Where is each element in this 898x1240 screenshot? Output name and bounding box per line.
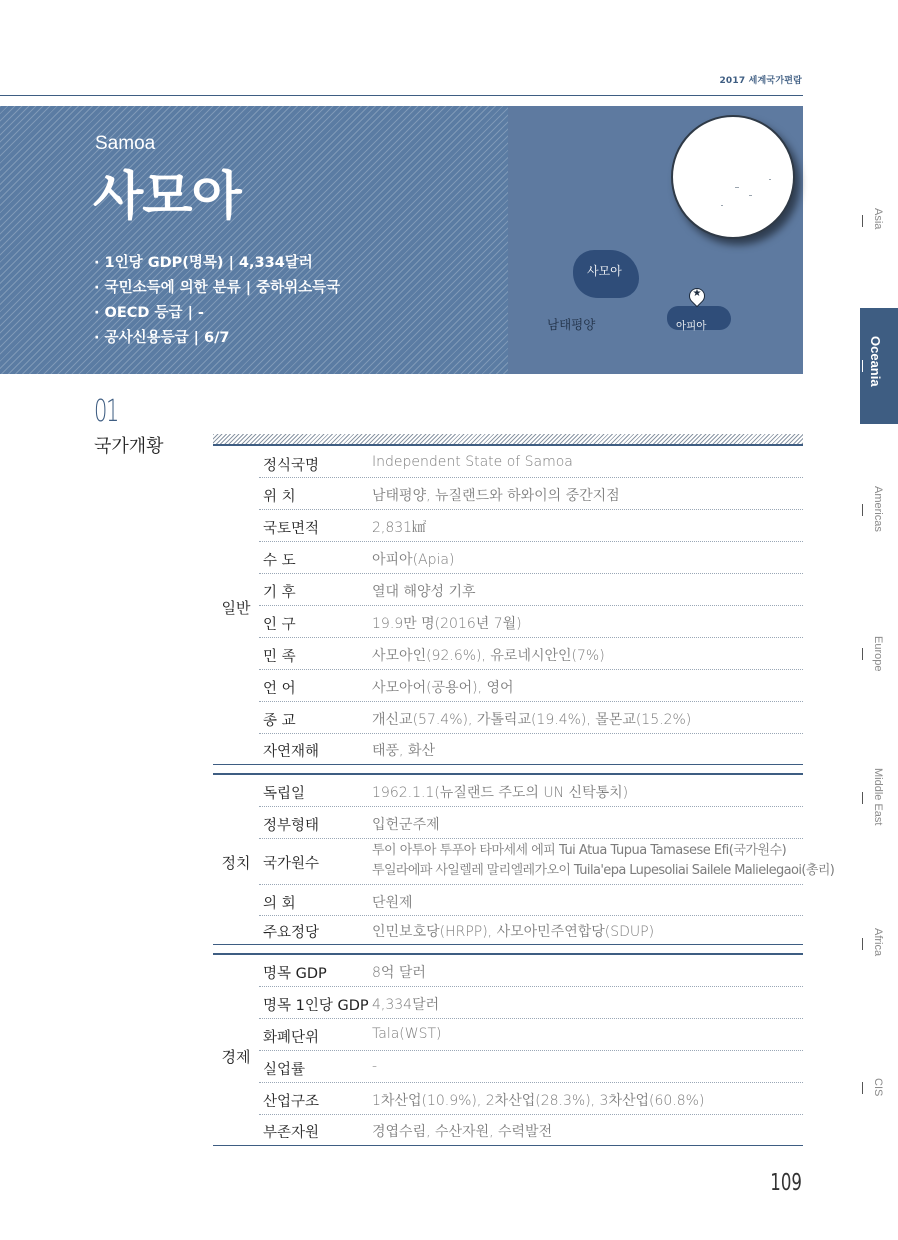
- fact-oecd-grade: · OECD 등급 | -: [94, 305, 204, 321]
- table-row: [259, 1115, 803, 1146]
- row-value: 입헌군주제: [372, 817, 440, 833]
- row-key: 실업률: [263, 1062, 306, 1078]
- table-row: [259, 702, 803, 734]
- row-value: Tala(WST): [372, 1026, 442, 1042]
- row-key: 위 치: [263, 489, 296, 505]
- table-row: [259, 606, 803, 638]
- row-value: 2,831㎢: [372, 520, 427, 536]
- row-key: 독립일: [263, 786, 306, 802]
- page-number: 109: [770, 1170, 802, 1196]
- row-value: 남태평양, 뉴질랜드와 하와이의 중간지점: [372, 488, 620, 504]
- row-key: 기 후: [263, 585, 296, 601]
- tab-europe[interactable]: Europe: [860, 628, 898, 678]
- table-row: [259, 775, 803, 807]
- row-value: 인민보호당(HRPP), 사모아민주연합당(SDUP): [372, 924, 655, 940]
- row-key: 정부형태: [263, 818, 320, 834]
- row-value: 아피아(Apia): [372, 552, 455, 568]
- row-value: 사모아인(92.6%), 유로네시안인(7%): [372, 648, 605, 664]
- row-key: 부존자원: [263, 1125, 320, 1141]
- table-row: [259, 955, 803, 987]
- row-value: 열대 해양성 기후: [372, 584, 476, 600]
- tab-asia[interactable]: Asia: [860, 200, 898, 240]
- row-value: Independent State of Samoa: [372, 454, 573, 470]
- key-facts: [94, 252, 340, 352]
- row-key: 명목 1인당 GDP: [263, 998, 369, 1014]
- tab-cis[interactable]: CIS: [860, 1072, 898, 1102]
- country-name-ko: 사모아: [93, 167, 241, 227]
- row-value: -: [372, 1058, 378, 1074]
- table-row: [259, 574, 803, 606]
- row-key: 자연재해: [263, 744, 320, 760]
- table-row: [259, 1083, 803, 1115]
- table-row: [259, 807, 803, 839]
- row-key: 주요정당: [263, 925, 320, 941]
- tab-middle-east[interactable]: Middle East: [860, 762, 898, 838]
- row-value: 단원제: [372, 895, 413, 911]
- tab-americas[interactable]: Americas: [860, 480, 898, 540]
- table-group-general: [213, 444, 803, 765]
- row-key: 인 구: [263, 617, 296, 633]
- row-value: 경엽수림, 수산자원, 수력발전: [372, 1124, 553, 1140]
- row-key: 국토면적: [263, 521, 320, 537]
- fact-income-class: · 국민소득에 의한 분류 | 중하위소득국: [94, 280, 341, 296]
- row-key: 정식국명: [263, 458, 320, 474]
- row-value: 19.9만 명(2016년 7월): [372, 616, 522, 632]
- row-value: 투일라에파 사일렐레 말리엘레가오이 Tuila'epa Lupesoliai Sailele Malielegaoi(총리): [372, 863, 835, 878]
- table-row: [259, 734, 803, 765]
- table-row: [259, 638, 803, 670]
- table-row: [259, 1051, 803, 1083]
- row-key: 화폐단위: [263, 1030, 320, 1046]
- row-value: 1962.1.1(뉴질랜드 주도의 UN 신탁통치): [372, 785, 629, 801]
- group-label: 정치: [221, 854, 251, 872]
- group-label: 경제: [221, 1048, 251, 1066]
- row-key: 명목 GDP: [263, 966, 327, 982]
- country-name-en: Samoa: [95, 133, 156, 154]
- table-row: [259, 885, 803, 916]
- table-row: [259, 510, 803, 542]
- running-head: 2017 세계국가편람: [719, 76, 802, 86]
- table-row: [259, 1019, 803, 1051]
- table-row: [259, 542, 803, 574]
- table-group-politics: [213, 773, 835, 945]
- row-value: 개신교(57.4%), 가톨릭교(19.4%), 몰몬교(15.2%): [372, 712, 692, 728]
- fact-gdp-per-capita: · 1인당 GDP(명목) | 4,334달러: [94, 255, 313, 271]
- row-key: 국가원수: [263, 856, 320, 872]
- fact-credit-grade: · 공사신용등급 | 6/7: [94, 330, 230, 346]
- map-label-apia: 아피아: [676, 320, 707, 332]
- section-number: 01: [94, 394, 118, 429]
- section-title: 국가개황: [94, 436, 164, 457]
- table-group-economy: [213, 953, 803, 1146]
- map-label-samoa: 사모아: [587, 264, 622, 278]
- row-value: 8억 달러: [372, 965, 426, 981]
- row-key: 수 도: [263, 553, 296, 569]
- star-icon: ★: [692, 288, 702, 299]
- tab-africa[interactable]: Africa: [860, 922, 898, 966]
- table-row: [259, 670, 803, 702]
- table-row: [259, 446, 803, 478]
- tab-oceania[interactable]: Oceania: [860, 308, 898, 424]
- row-key: 언 어: [263, 681, 296, 697]
- row-value: 사모아어(공용어), 영어: [372, 680, 514, 696]
- row-value: 1차산업(10.9%), 2차산업(28.3%), 3차산업(60.8%): [372, 1093, 705, 1109]
- row-key: 민 족: [263, 649, 296, 665]
- table-row: [259, 916, 803, 945]
- map-label-sea: 남태평양: [547, 317, 596, 332]
- row-value: 투이 아투아 투푸아 타마세세 에피 Tui Atua Tupua Tamasese Efi(국가원수): [372, 843, 787, 858]
- row-key: 의 회: [263, 896, 296, 912]
- section-hatch-divider: [213, 434, 803, 444]
- running-rule: [0, 95, 803, 96]
- table-row: [259, 987, 803, 1019]
- row-value: 4,334달러: [372, 997, 440, 1013]
- globe-inset: [671, 115, 795, 239]
- region-tabs: [860, 0, 898, 1240]
- table-row: [259, 478, 803, 510]
- row-key: 산업구조: [263, 1094, 320, 1110]
- row-key: 종 교: [263, 713, 296, 729]
- row-value: 태풍, 화산: [372, 743, 435, 759]
- table-row: [259, 839, 835, 885]
- group-label: 일반: [221, 599, 251, 617]
